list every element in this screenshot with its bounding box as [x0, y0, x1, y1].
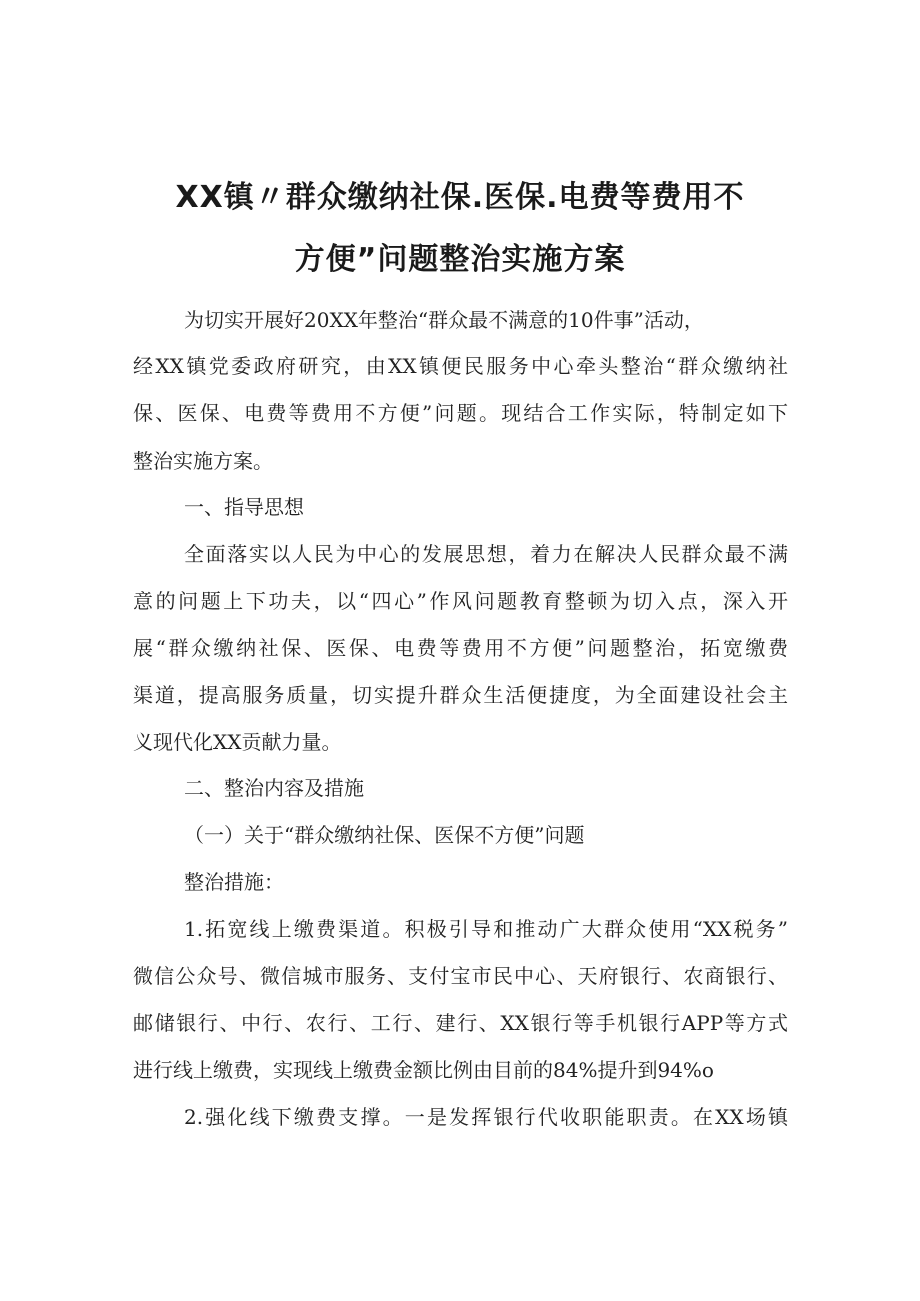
subsection-heading: （一）关于“群众缴纳社保、医保不方便”问题 — [184, 823, 585, 847]
paragraph-line: 展“群众缴纳社保、医保、电费等费用不方便”问题整治，拓宽缴费 — [133, 636, 788, 660]
section-heading: 二、整治内容及措施 — [184, 776, 364, 800]
paragraph-line: 进行线上缴费，实现线上缴费金额比例由目前的84%提升到94%o — [133, 1058, 714, 1082]
paragraph-line: 微信公众号、微信城市服务、支付宝市民中心、天府银行、农商银行、 — [133, 964, 788, 988]
paragraph-line: 邮储银行、中行、农行、工行、建行、XX银行等手机银行APP等方式 — [133, 1011, 788, 1035]
paragraph-line: 为切实开展好20XX年整治“群众最不满意的10件事”活动， — [184, 308, 704, 332]
paragraph-line: 整治实施方案。 — [133, 449, 273, 473]
measures-label: 整治措施： — [184, 870, 284, 894]
paragraph-line: 渠道，提高服务质量，切实提升群众生活便捷度，为全面建设社会主 — [133, 683, 788, 707]
paragraph-line: 保、医保、电费等费用不方便”问题。现结合工作实际，特制定如下 — [133, 401, 788, 425]
document-title-line-2: 方便”问题整治实施方案 — [294, 242, 626, 277]
paragraph-line: 意的问题上下功夫，以“四心”作风问题教育整顿为切入点，深入开 — [133, 589, 788, 613]
paragraph-line: 经XX镇党委政府研究，由XX镇便民服务中心牵头整治“群众缴纳社 — [133, 354, 788, 378]
document-title-line-1: XX镇〃群众缴纳社保.医保.电费等费用不 — [175, 180, 745, 215]
section-heading: 一、指导思想 — [184, 495, 304, 519]
paragraph-line: 2.强化线下缴费支撑。一是发挥银行代收职能职责。在XX场镇 — [184, 1105, 788, 1129]
paragraph-line: 义现代化XX贡献力量。 — [133, 730, 342, 754]
paragraph-line: 全面落实以人民为中心的发展思想，着力在解决人民群众最不满 — [184, 542, 788, 566]
paragraph-line: 1.拓宽线上缴费渠道。积极引导和推动广大群众使用“XX税务” — [184, 917, 788, 941]
